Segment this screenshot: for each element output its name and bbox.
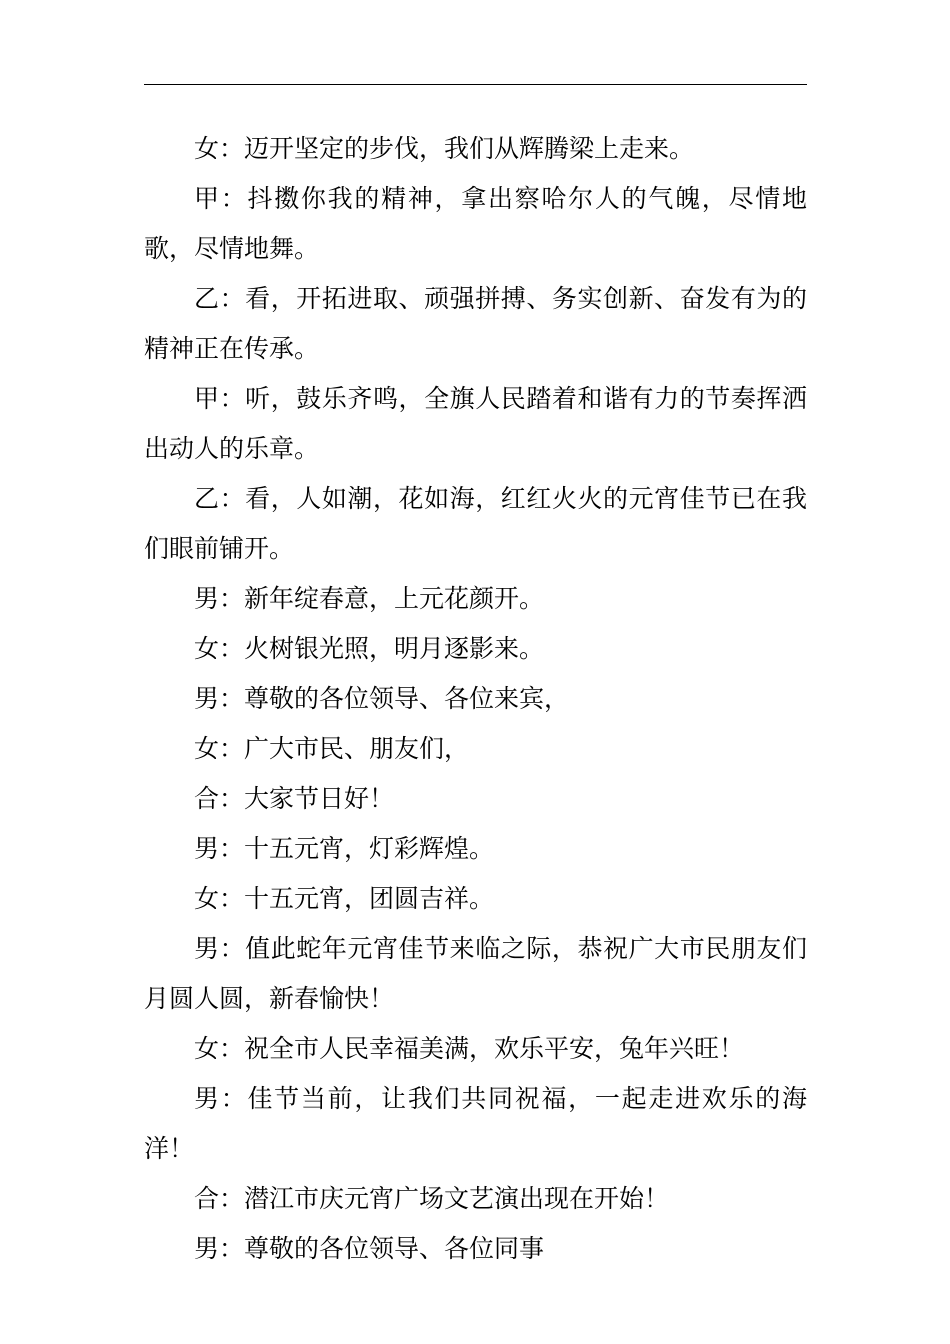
paragraph: 甲：抖擞你我的精神，拿出察哈尔人的气魄，尽情地歌，尽情地舞。 (144, 184, 807, 263)
paragraph: 女：广大市民、朋友们， (194, 734, 470, 763)
paragraph: 合：大家节日好！ (194, 784, 395, 813)
paragraph: 女：祝全市人民幸福美满，欢乐平安，兔年兴旺！ (194, 1034, 745, 1063)
paragraph: 男：尊敬的各位领导、各位来宾， (194, 684, 570, 713)
header-rule (144, 84, 807, 85)
paragraph: 女：火树银光照，明月逐影来。 (194, 634, 545, 663)
paragraph: 乙：看，开拓进取、顽强拼搏、务实创新、奋发有为的精神正在传承。 (144, 284, 807, 363)
paragraph: 男：新年绽春意，上元花颜开。 (194, 584, 545, 613)
paragraph: 男：佳节当前，让我们共同祝福，一起走进欢乐的海洋！ (144, 1084, 807, 1163)
paragraph: 甲：听，鼓乐齐鸣，全旗人民踏着和谐有力的节奏挥洒出动人的乐章。 (144, 384, 807, 463)
document-body (144, 124, 807, 1274)
paragraph: 合：潜江市庆元宵广场文艺演出现在开始！ (194, 1184, 670, 1213)
paragraph: 男：尊敬的各位领导、各位同事 (194, 1234, 545, 1263)
paragraph: 男：值此蛇年元宵佳节来临之际，恭祝广大市民朋友们月圆人圆，新春愉快！ (144, 934, 807, 1013)
paragraph: 女：十五元宵，团圆吉祥。 (194, 884, 495, 913)
paragraph: 乙：看，人如潮，花如海，红红火火的元宵佳节已在我们眼前铺开。 (144, 484, 807, 563)
paragraph: 男：十五元宵，灯彩辉煌。 (194, 834, 495, 863)
paragraph: 女：迈开坚定的步伐，我们从辉腾梁上走来。 (194, 134, 695, 163)
